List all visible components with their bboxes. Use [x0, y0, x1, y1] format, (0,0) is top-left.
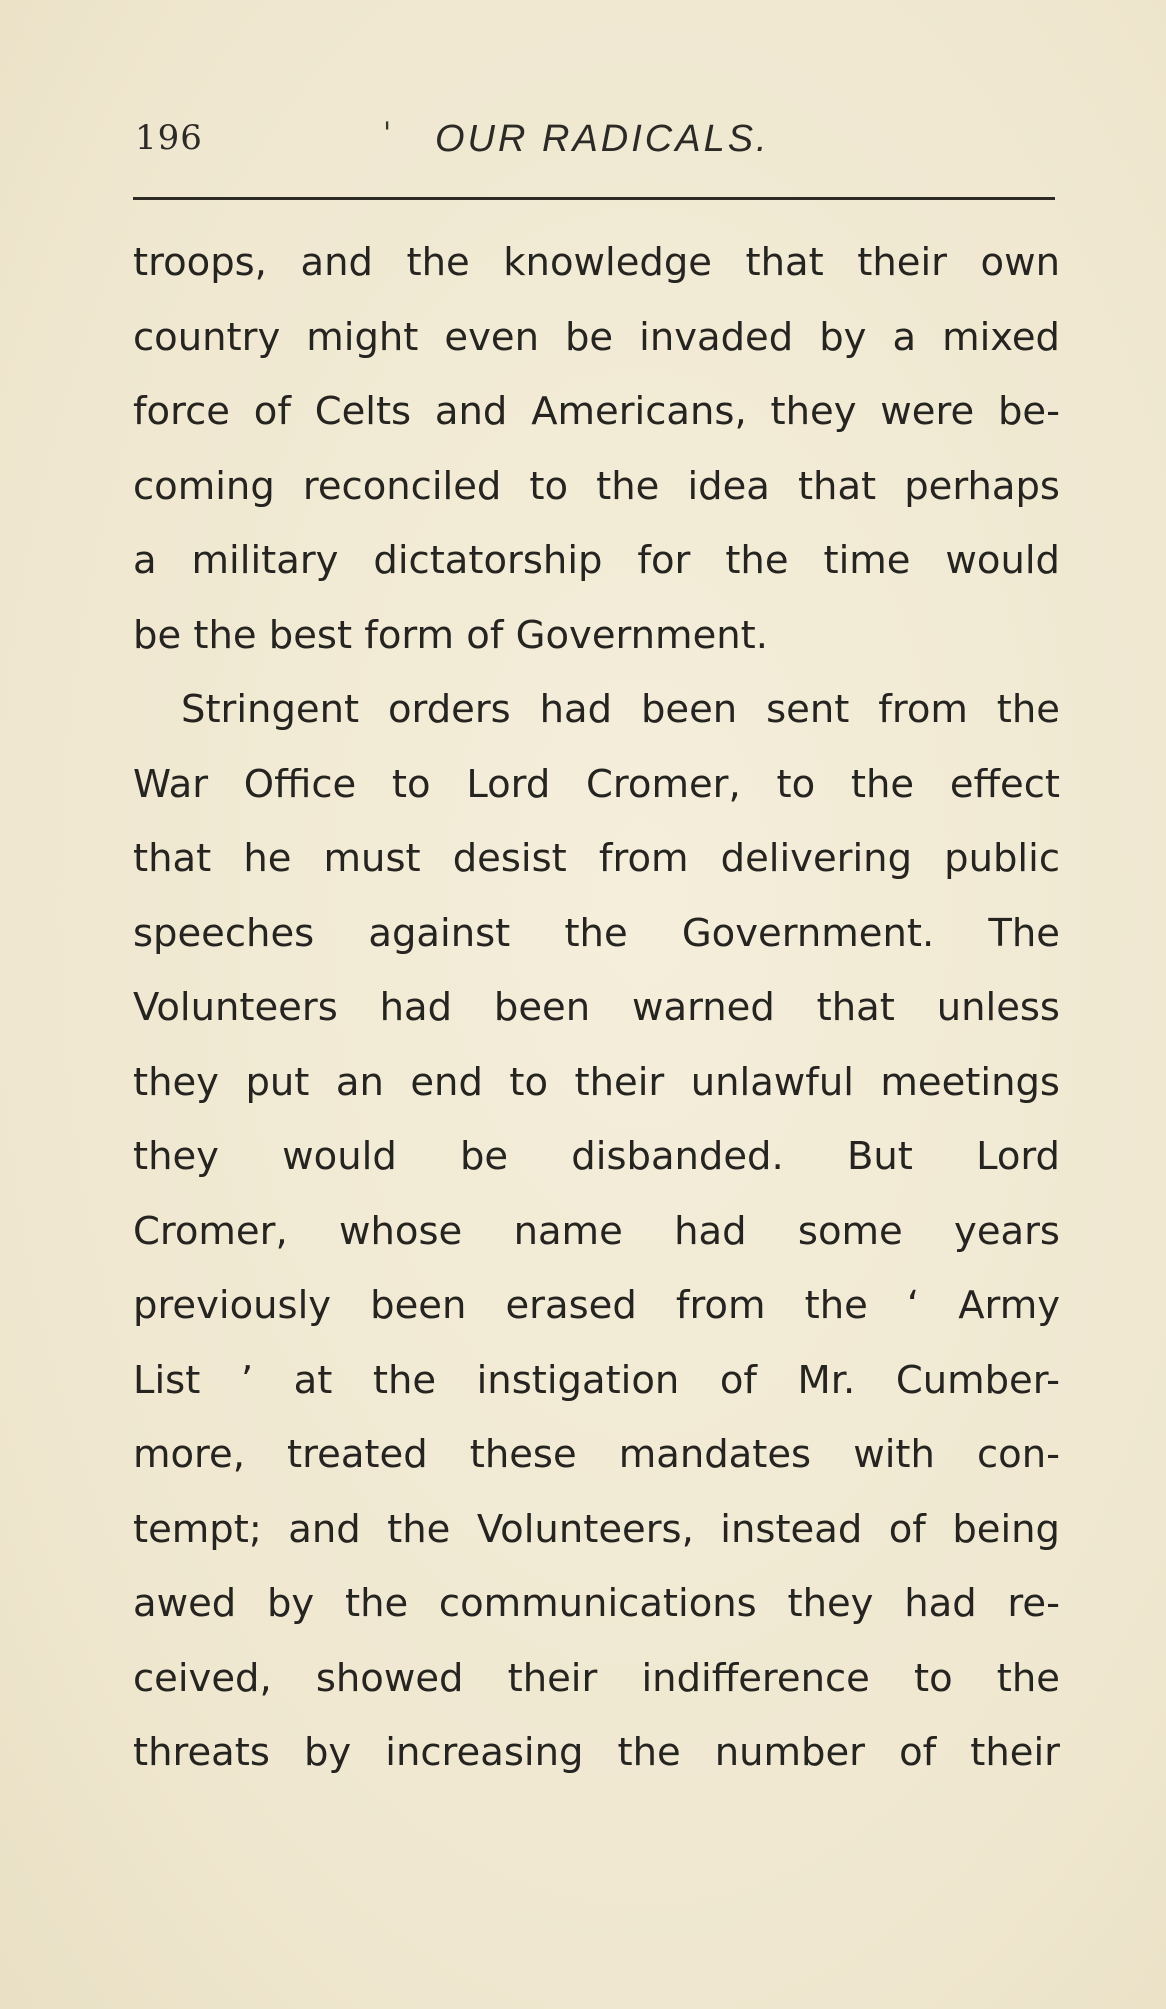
- header-rule: [133, 197, 1055, 200]
- text-line: ceived, showed their indifference to the: [133, 1655, 1060, 1701]
- body-text: [133, 226, 1060, 1791]
- running-head: OUR RADICALS.: [435, 118, 770, 160]
- text-line: Cromer, whose name had some years: [133, 1208, 1060, 1254]
- text-line: coming reconciled to the idea that perhaps: [133, 463, 1060, 509]
- text-line: tempt; and the Volunteers, instead of being: [133, 1506, 1060, 1552]
- text-line: threats by increasing the number of their: [133, 1730, 1060, 1775]
- text-line: Volunteers had been warned that unless: [133, 985, 1060, 1030]
- text-line: a military dictatorship for the time would: [133, 538, 1060, 583]
- text-line: troops, and the knowledge that their own: [133, 240, 1060, 285]
- page-number: 196: [135, 118, 203, 158]
- text-line: force of Celts and Americans, they were be-: [133, 389, 1060, 434]
- text-line: that he must desist from delivering public: [133, 836, 1060, 881]
- text-line: List ’ at the instigation of Mr. Cumber-: [133, 1357, 1060, 1403]
- text-line: speeches against the Government. The: [133, 910, 1060, 956]
- text-line: previously been erased from the ‘ Army: [133, 1283, 1060, 1328]
- text-line: they put an end to their unlawful meetings: [133, 1059, 1060, 1105]
- stray-mark: ': [383, 116, 392, 151]
- text-line: War Office to Lord Cromer, to the effect: [133, 761, 1060, 807]
- text-line: they would be disbanded. But Lord: [133, 1134, 1060, 1179]
- text-line: more, treated these mandates with con-: [133, 1432, 1060, 1477]
- text-line: awed by the communications they had re-: [133, 1581, 1060, 1626]
- text-line: be the best form of Government.: [133, 612, 768, 658]
- page-header: [135, 118, 1055, 178]
- text-line: country might even be invaded by a mixed: [133, 314, 1060, 360]
- text-line: Stringent orders had been sent from the: [181, 687, 1060, 732]
